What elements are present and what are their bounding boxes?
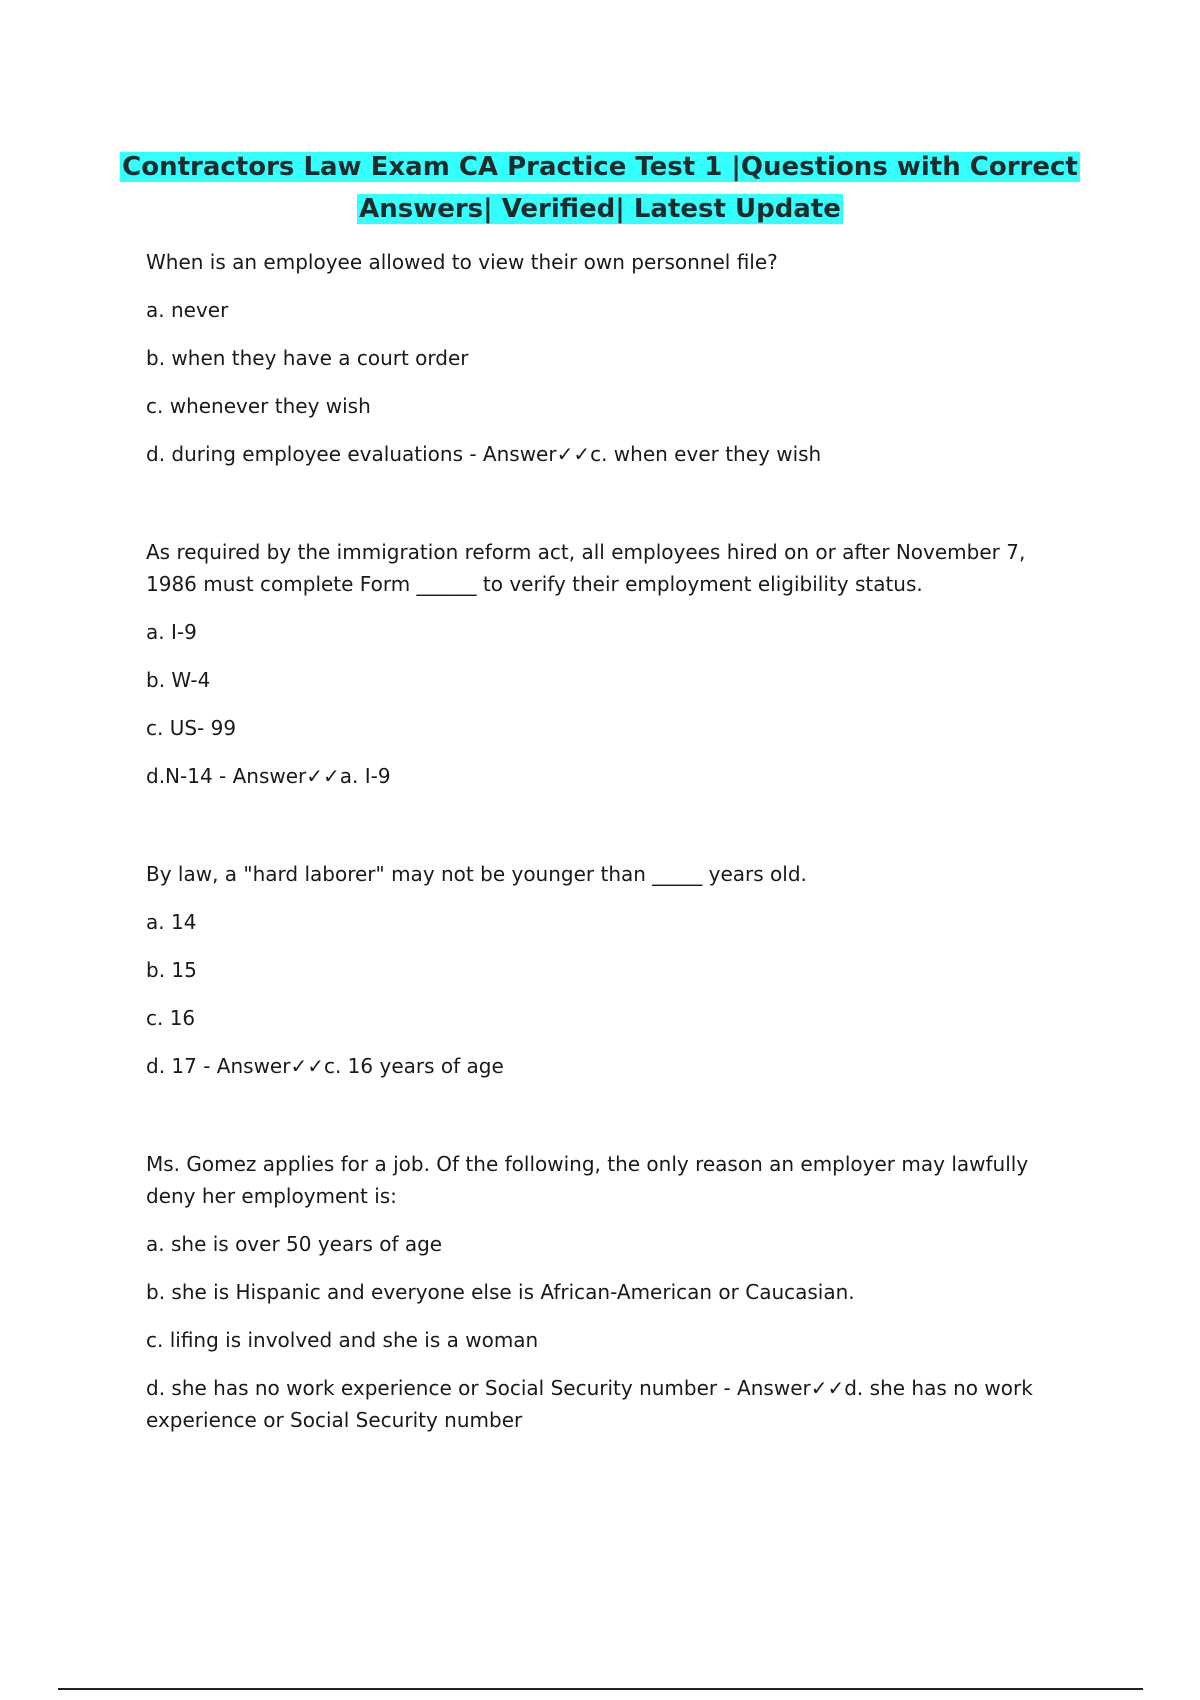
option-d-with-answer: d. 17 - Answer✓✓c. 16 years of age: [146, 1054, 504, 1078]
option-c: c. 16: [146, 1006, 196, 1030]
option-a: a. 14: [146, 910, 197, 934]
title-line-2: Answers| Verified| Latest Update: [359, 194, 841, 224]
question-list: [146, 246, 1046, 1436]
title-line-1: Contractors Law Exam CA Practice Test 1 |Questions with Correct: [122, 152, 1078, 182]
option-d-with-answer: d.N-14 - Answer✓✓a. I-9: [146, 764, 391, 788]
question-4: [146, 1148, 1046, 1436]
question-text: As required by the immigration reform act, all employees hired on or after November 7, 1986 must complete Form ______ to verify their employment eligibility status.: [146, 540, 1026, 596]
question-2: [146, 536, 1046, 792]
option-a: a. I-9: [146, 620, 197, 644]
option-b: b. when they have a court order: [146, 346, 469, 370]
question-text: Ms. Gomez applies for a job. Of the following, the only reason an employer may lawfully deny her employment is:: [146, 1152, 1029, 1208]
footer-divider: [58, 1688, 1143, 1690]
question-text: When is an employee allowed to view their own personnel file?: [146, 250, 778, 274]
option-d-with-answer: d. during employee evaluations - Answer✓✓c. when ever they wish: [146, 442, 822, 466]
option-c: c. whenever they wish: [146, 394, 371, 418]
option-a: a. never: [146, 298, 229, 322]
option-c: c. lifing is involved and she is a woman: [146, 1328, 539, 1352]
option-c: c. US- 99: [146, 716, 237, 740]
option-b: b. she is Hispanic and everyone else is African-American or Caucasian.: [146, 1280, 855, 1304]
option-a: a. she is over 50 years of age: [146, 1232, 443, 1256]
question-text: By law, a "hard laborer" may not be younger than _____ years old.: [146, 862, 807, 886]
option-d-with-answer: d. she has no work experience or Social Security number - Answer✓✓d. she has no work experience or Social Security number: [146, 1376, 1033, 1432]
page-title: [100, 146, 1100, 230]
option-b: b. 15: [146, 958, 197, 982]
option-b: b. W-4: [146, 668, 211, 692]
question-1: [146, 246, 1046, 470]
question-3: [146, 858, 1046, 1082]
